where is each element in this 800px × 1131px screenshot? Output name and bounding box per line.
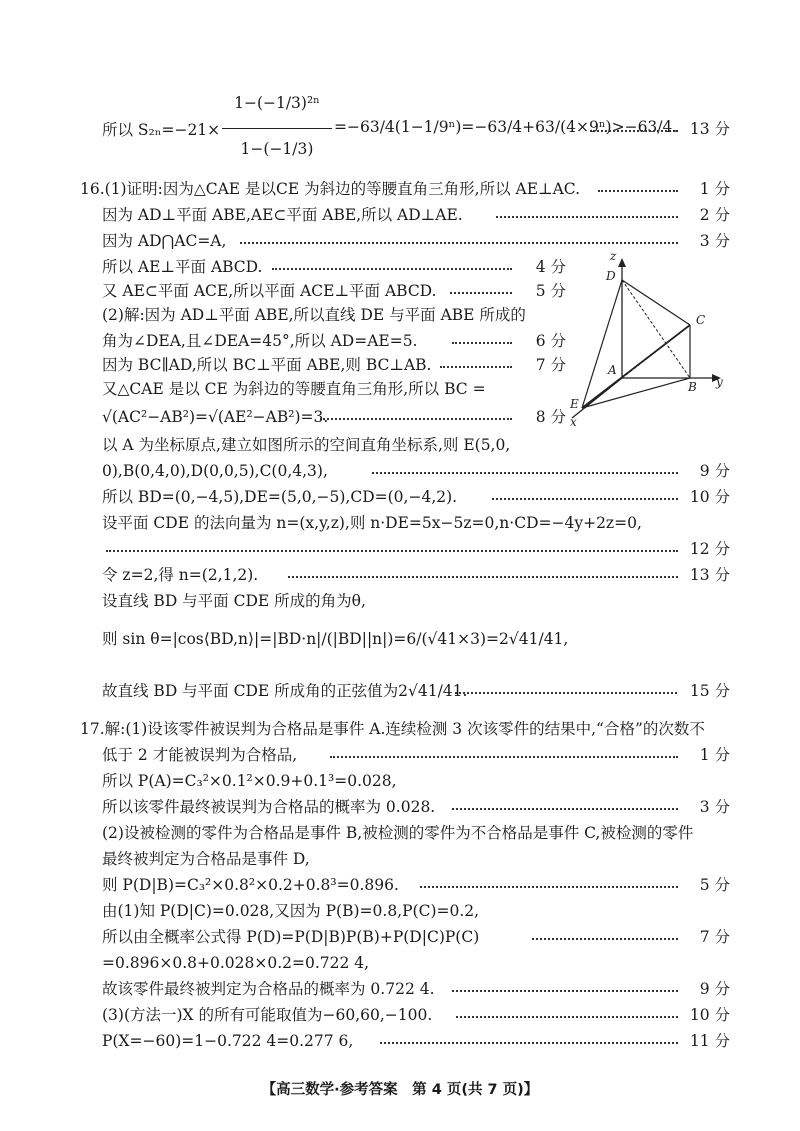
q17-line: 所以 P(A)=C₃²×0.1²×0.9+0.1³=0.028, — [102, 772, 397, 790]
q17-line: (3)(方法一)X 的所有可能取值为−60,60,−100. — [102, 1006, 433, 1024]
conclusion-line: 故直线 BD 与平面 CDE 所成角的正弦值为2√41/41. — [102, 682, 468, 700]
label-A: A — [608, 363, 617, 377]
edge-EB — [582, 378, 690, 408]
label-y: y — [716, 375, 723, 389]
score-leader — [450, 292, 512, 296]
q17-line: 低于 2 才能被误判为合格品, — [102, 746, 298, 764]
q16-line: (2)解:因为 AD⊥平面 ABE,所以直线 DE 与平面 ABE 所成的 — [102, 306, 526, 324]
q16-line: 设直线 BD 与平面 CDE 所成的角为θ, — [102, 592, 366, 610]
fraction-bar — [222, 128, 332, 129]
score-leader — [272, 268, 512, 272]
edge-DB — [622, 280, 690, 378]
score-leader — [330, 756, 678, 760]
score-leader — [532, 938, 678, 942]
q17-line: 故该零件最终被判定为合格品的概率为 0.722 4. — [102, 980, 435, 998]
q16-line: √(AC²−AB²)=√(AE²−AB²)=3. — [102, 408, 329, 426]
score-leader — [590, 130, 678, 134]
top-formula-denominator: 1−(−1/3) — [240, 140, 314, 158]
score: 9 分 — [699, 980, 730, 998]
q16-line: 因为 BC∥AD,所以 BC⊥平面 ABE,则 BC⊥AB. — [102, 356, 432, 374]
score-leader — [496, 216, 678, 220]
score-leader — [420, 886, 678, 890]
q17-line: 所以该零件最终被误判为合格品的概率为 0.028. — [102, 798, 436, 816]
label-x: x — [570, 415, 577, 429]
q16-line: 以 A 为坐标原点,建立如图所示的空间直角坐标系,则 E(5,0, — [102, 436, 511, 454]
q16-line: 16.(1)证明:因为△CAE 是以CE 为斜边的等腰直角三角形,所以 AE⊥AC. — [80, 180, 581, 198]
score: 13 分 — [689, 566, 730, 584]
score: 4 分 — [535, 258, 566, 276]
q16-line: 角为∠DEA,且∠DEA=45°,所以 AD=AE=5. — [102, 332, 418, 350]
score-leader — [106, 550, 678, 554]
label-C: C — [696, 313, 706, 327]
q17-line: 17.解:(1)设该零件被误判为合格品是事件 A.连续检测 3 次该零件的结果中,“合格”的次数不 — [80, 720, 705, 738]
score: 5 分 — [699, 876, 730, 894]
top-formula-numerator: 1−(−1/3)²ⁿ — [234, 94, 320, 112]
score: 9 分 — [699, 462, 730, 480]
score: 13 分 — [689, 120, 730, 138]
score: 3 分 — [699, 232, 730, 250]
score-leader — [456, 1016, 678, 1020]
score-leader — [492, 498, 678, 502]
q16-line: 0),B(0,4,0),D(0,0,5),C(0,4,3), — [102, 462, 328, 480]
top-formula-rest: =−63/4(1−1/9ⁿ)=−63/4+63/(4×9ⁿ)>−63/4. — [334, 118, 678, 136]
score: 6 分 — [535, 332, 566, 350]
q16-line: 又 AE⊂平面 ACE,所以平面 ACE⊥平面 ABCD. — [102, 282, 437, 300]
q16-line: 令 z=2,得 n=(2,1,2). — [102, 566, 259, 584]
score-leader — [452, 808, 678, 812]
label-z: z — [610, 250, 617, 263]
label-B: B — [688, 380, 697, 394]
q17-line: 最终被判定为合格品是事件 D, — [102, 850, 310, 868]
label-E: E — [570, 397, 579, 411]
score-leader — [380, 1042, 678, 1046]
score: 2 分 — [699, 206, 730, 224]
q16-line: 设平面 CDE 的法向量为 n=(x,y,z),则 n·DE=5x−5z=0,n·CD=−4y+2z=0, — [102, 514, 642, 532]
score-leader — [452, 342, 512, 346]
score-leader — [455, 692, 677, 696]
label-D: D — [606, 269, 616, 283]
edge-DC — [622, 280, 690, 325]
score: 11 分 — [689, 1032, 730, 1050]
q17-line: 所以由全概率公式得 P(D)=P(D|B)P(B)+P(D|C)P(C) — [102, 928, 480, 946]
score: 7 分 — [699, 928, 730, 946]
q16-line: 所以 BD=(0,−4,5),DE=(5,0,−5),CD=(0,−4,2). — [102, 488, 458, 506]
score: 10 分 — [689, 488, 730, 506]
score-leader — [240, 242, 678, 246]
score-leader — [452, 990, 678, 994]
score: 5 分 — [535, 282, 566, 300]
q16-line: 因为 AD⋂AC=A, — [102, 232, 227, 250]
score-leader — [440, 366, 512, 370]
score: 12 分 — [689, 540, 730, 558]
top-formula-prefix: 所以 S₂ₙ=−21× — [102, 121, 221, 139]
score-leader — [372, 472, 678, 476]
q16-line: 所以 AE⊥平面 ABCD. — [102, 258, 263, 276]
sin-theta-line: 则 sin θ=|cos⟨BD,n⟩|=|BD·n|/(|BD||n|)=6/(√41×3)=2√41/41, — [102, 630, 569, 648]
q17-line: 则 P(D|B)=C₃²×0.8²×0.2+0.8³=0.896. — [102, 876, 399, 894]
edge-DE — [582, 280, 622, 408]
coordinate-figure — [560, 250, 730, 430]
q16-line: 又△CAE 是以 CE 为斜边的等腰直角三角形,所以 BC = — [102, 380, 486, 398]
score: 15 分 — [689, 682, 730, 700]
z-arrow — [618, 258, 626, 267]
score: 10 分 — [689, 1006, 730, 1024]
score: 8 分 — [535, 408, 566, 426]
score: 7 分 — [535, 356, 566, 374]
score-leader — [288, 576, 678, 580]
score-leader — [598, 190, 678, 194]
q16-line: 因为 AD⊥平面 ABE,AE⊂平面 ABE,所以 AD⊥AE. — [102, 206, 463, 224]
q17-line: =0.896×0.8+0.028×0.2=0.722 4, — [102, 954, 370, 972]
q17-line: P(X=−60)=1−0.722 4=0.277 6, — [102, 1032, 354, 1050]
page-footer: 【高三数学·参考答案 第 4 页(共 7 页)】 — [261, 1082, 539, 1098]
score: 3 分 — [699, 798, 730, 816]
q17-line: (2)设被检测的零件为合格品是事件 B,被检测的零件为不合格品是事件 C,被检测的零件 — [102, 824, 694, 842]
score: 1 分 — [699, 180, 730, 198]
score: 1 分 — [699, 746, 730, 764]
q17-line: 由(1)知 P(D|C)=0.028,又因为 P(B)=0.8,P(C)=0.2, — [102, 902, 480, 920]
score-leader — [320, 418, 512, 422]
